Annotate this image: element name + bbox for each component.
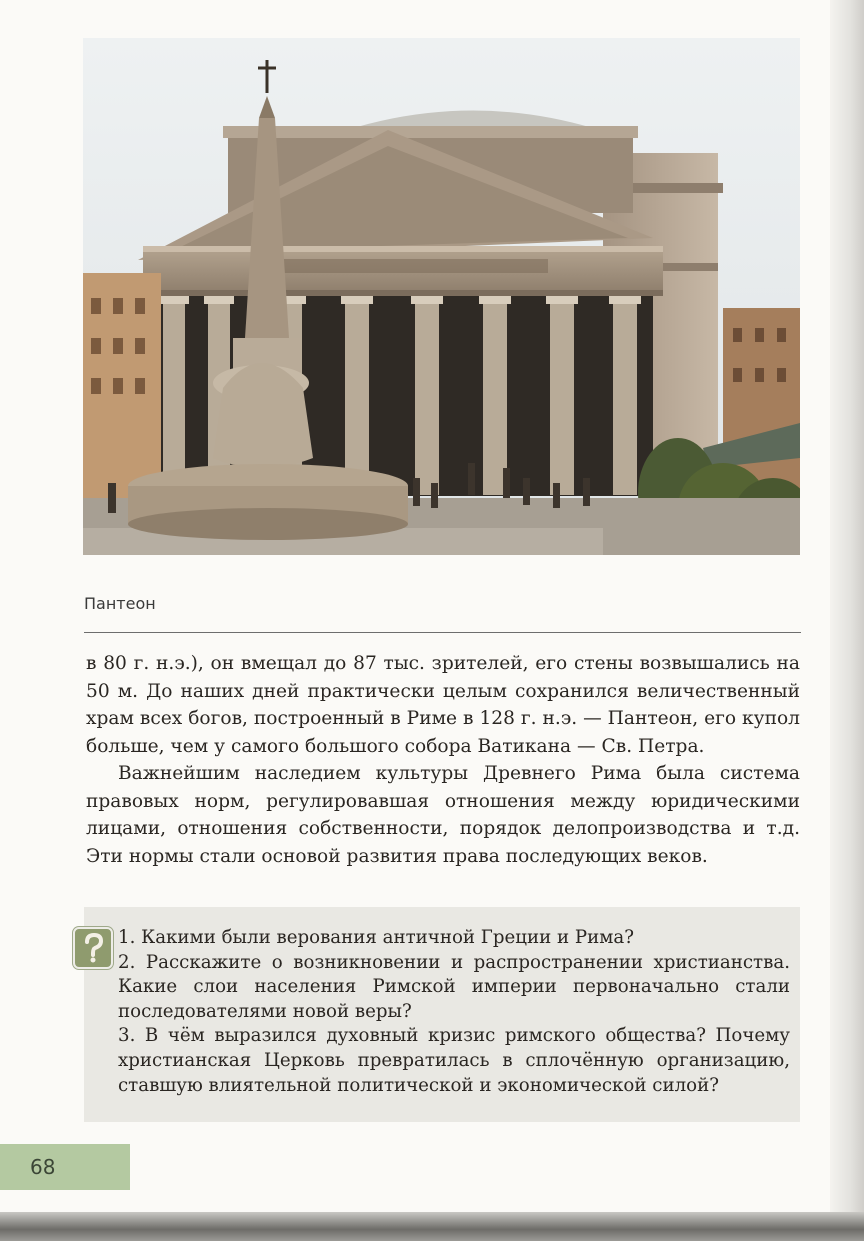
questions-list — [118, 926, 790, 1098]
page-number: 68 — [30, 1155, 56, 1179]
caption-divider — [84, 632, 801, 633]
body-paragraph: в 80 г. н.э.), он вмещал до 87 тыс. зрителей, его стены возвышались на 50 м. До наших дней практически целым сохранился величественный храм всех богов, построенный в Риме в 128 г. н.э. — Пантеон, его купол больше, чем у самого большого собора Ватикана — Св. Петра. — [86, 653, 800, 757]
photo-caption: Пантеон — [84, 594, 156, 613]
question-mark-icon — [73, 927, 113, 969]
question-item: 3. В чём выразился духовный кризис римского общества? Почему христианская Церковь превратилась в сплочённую организацию, ставшую влиятельной политической и экономической силой? — [118, 1025, 790, 1096]
pantheon-photo — [83, 38, 800, 555]
page-edge — [830, 0, 864, 1241]
body-paragraph: Важнейшим наследием культуры Древнего Рима была система правовых норм, регулировавшая отношения между юридическими лицами, отношения собственности, порядок делопроизводства и т.д. Эти нормы стали основой развития права последующих веков. — [86, 763, 800, 867]
body-text — [86, 650, 800, 870]
question-item: 1. Какими были верования античной Греции и Рима? — [118, 927, 634, 948]
page-number-box — [0, 1144, 130, 1190]
question-item: 2. Расскажите о возникновении и распространении христианства. Какие слои населения Римской империи первоначально стали последователями новой веры? — [118, 951, 790, 1022]
scan-bottom-edge — [0, 1212, 864, 1241]
